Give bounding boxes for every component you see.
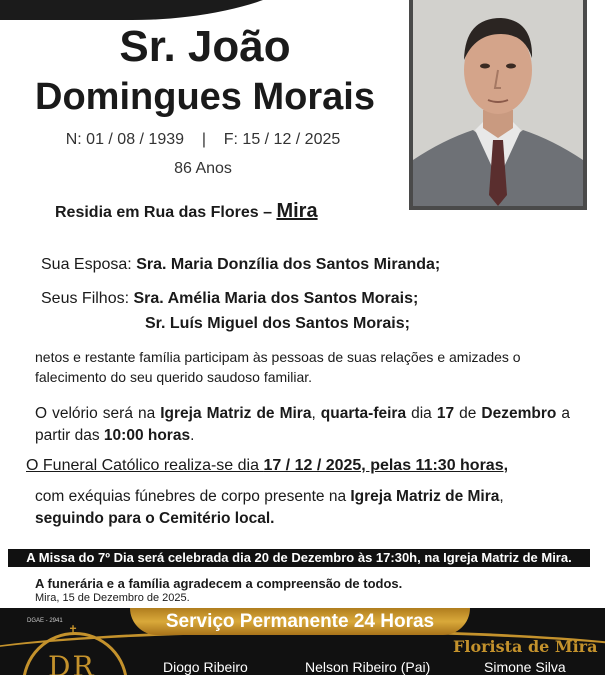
contact-person-2: Nelson Ribeiro (Pai) (305, 659, 431, 675)
funeral-date: 17 / 12 / 2025, pelas 11:30 horas, (263, 457, 509, 474)
service-banner: Serviço Permanente 24 Horas (130, 608, 470, 635)
wake-text (35, 403, 570, 447)
florist-name: Florista de Mira (453, 637, 598, 656)
deceased-name-line1: Sr. João (119, 22, 291, 71)
life-dates (0, 131, 406, 149)
child-1: Sra. Amélia Maria dos Santos Morais; (133, 290, 419, 307)
cross-icon: ✝ (68, 623, 79, 637)
place-date: Mira, 15 de Dezembro de 2025. (35, 592, 190, 604)
birth-date: N: 01 / 08 / 1939 (65, 131, 185, 148)
contact-person-3: Simone Silva (484, 659, 566, 675)
child-2: Sr. Luís Miguel dos Santos Morais; (145, 315, 410, 332)
residence (55, 200, 318, 223)
portrait-frame (409, 0, 587, 210)
wake-time: 10:00 horas (103, 427, 191, 444)
license-number: DGAE - 2941 (27, 618, 63, 624)
wake-t6: . (190, 427, 195, 444)
children-label: Seus Filhos: (41, 290, 130, 307)
announcement-text: netos e restante família participam às pessoas de suas relações e amizades o falecimento do seu querido saudoso familiar. (35, 349, 521, 385)
thanks-text: A funerária e a família agradecem a compreensão de todos. (35, 576, 403, 591)
residence-prefix: Residia em Rua das Flores – (55, 204, 272, 221)
death-date: F: 15 / 12 / 2025 (223, 131, 341, 148)
spouse-line (41, 256, 440, 274)
residence-town: Mira (276, 200, 318, 222)
wake-t2: , (311, 405, 321, 422)
logo-monogram: DR (48, 650, 96, 675)
child-2-line (145, 315, 410, 333)
wake-place: Igreja Matriz de Mira (160, 405, 312, 422)
portrait-photo (413, 0, 583, 206)
deceased-name-line2: Domingues Morais (35, 76, 375, 118)
wake-month: Dezembro (481, 405, 557, 422)
funeral-t2: com exéquias fúnebres de corpo presente na (35, 488, 351, 505)
funeral-burial: seguindo para o Cemitério local. (35, 510, 275, 527)
funeral-details (35, 486, 570, 530)
missa-banner: A Missa do 7º Dia será celebrada dia 20 de Dezembro às 17:30h, na Igreja Matriz de Mira. (8, 549, 590, 567)
children-line (41, 290, 418, 308)
funeral-home-footer (0, 608, 605, 675)
age: 86 Anos (174, 160, 232, 177)
funeral-line (26, 457, 508, 475)
wake-t3: dia (406, 405, 437, 422)
wake-t5: a partir das (35, 405, 570, 444)
date-separator: | (201, 131, 206, 148)
wake-date: 17 (436, 405, 455, 422)
wake-day: quarta-feira (320, 405, 407, 422)
spouse-label: Sua Esposa: (41, 256, 132, 273)
top-decorative-curve (0, 0, 330, 20)
funeral-church: Igreja Matriz de Mira (350, 488, 500, 505)
wake-t1: O velório será na (35, 405, 161, 422)
funeral-t1: O Funeral Católico realiza-se dia (26, 457, 264, 474)
portrait-illustration (413, 0, 583, 206)
funeral-t3: , (499, 488, 504, 505)
wake-t4: de (454, 405, 482, 422)
contact-person-1: Diogo Ribeiro (163, 659, 248, 675)
spouse-name: Sra. Maria Donzília dos Santos Miranda; (136, 256, 441, 273)
